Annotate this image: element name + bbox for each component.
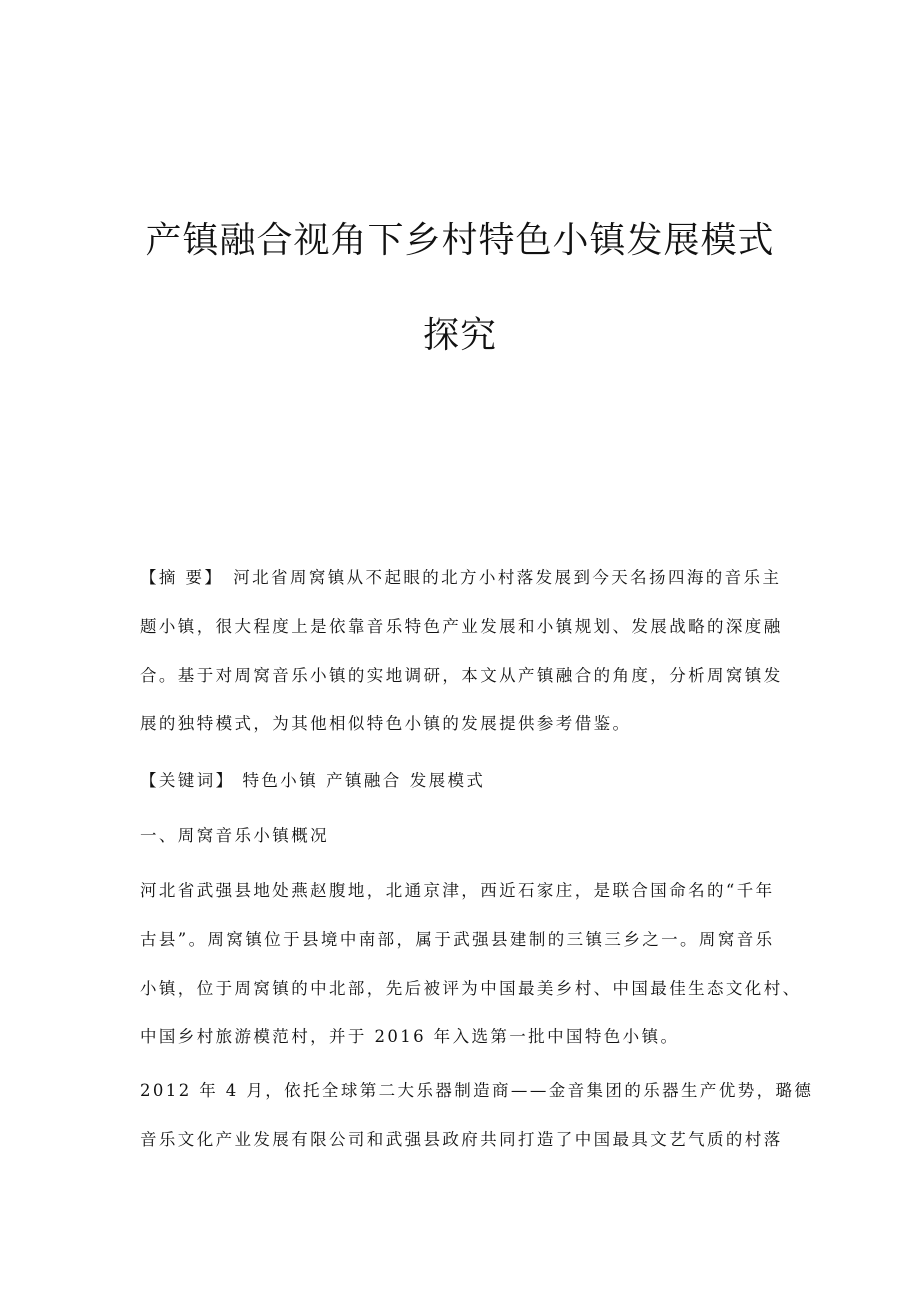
keywords-line — [140, 770, 790, 792]
abstract-line-1 — [140, 567, 790, 589]
section-heading: 一、周窝音乐小镇概况 — [140, 826, 329, 845]
abstract-text-1: 河北省周窝镇从不起眼的北方小村落发展到今天名扬四海的音乐主 — [233, 568, 782, 587]
keyword-1: 特色小镇 — [242, 771, 319, 790]
abstract-line-3: 合。基于对周窝音乐小镇的实地调研，本文从产镇融合的角度，分析周窝镇发 — [140, 666, 783, 685]
paragraph-2-line-1: 2012 年 4 月，依托全球第二大乐器制造商——金音集团的乐器生产优势，璐德 — [140, 1081, 814, 1100]
keywords-label: 【关键词】 — [140, 771, 235, 790]
keyword-3: 发展模式 — [409, 771, 486, 790]
paragraph-1-line-1: 河北省武强县地处燕赵腹地，北通京津，西近石家庄，是联合国命名的“千年 — [140, 881, 775, 900]
document-title-line-2: 探究 — [422, 315, 497, 356]
paragraph-1-line-3: 小镇，位于周窝镇的中北部，先后被评为中国最美乡村、中国最佳生态文化村、 — [140, 979, 802, 998]
paragraph-1-line-2: 古县”。周窝镇位于县境中南部，属于武强县建制的三镇三乡之一。周窝音乐 — [140, 930, 775, 949]
paragraph-2-line-2: 音乐文化产业发展有限公司和武强县政府共同打造了中国最具文艺气质的村落 — [140, 1130, 783, 1149]
abstract-line-2: 题小镇，很大程度上是依靠音乐特色产业发展和小镇规划、发展战略的深度融 — [140, 617, 783, 636]
abstract-label: 【摘 要】 — [140, 568, 224, 587]
abstract-line-4: 展的独特模式，为其他相似特色小镇的发展提供参考借鉴。 — [140, 714, 632, 733]
keyword-2: 产镇融合 — [326, 771, 402, 790]
document-title-line-1: 产镇融合视角下乡村特色小镇发展模式 — [145, 220, 775, 261]
paragraph-1-line-4: 中国乡村旅游模范村，并于 2016 年入选第一批中国特色小镇。 — [140, 1027, 680, 1046]
